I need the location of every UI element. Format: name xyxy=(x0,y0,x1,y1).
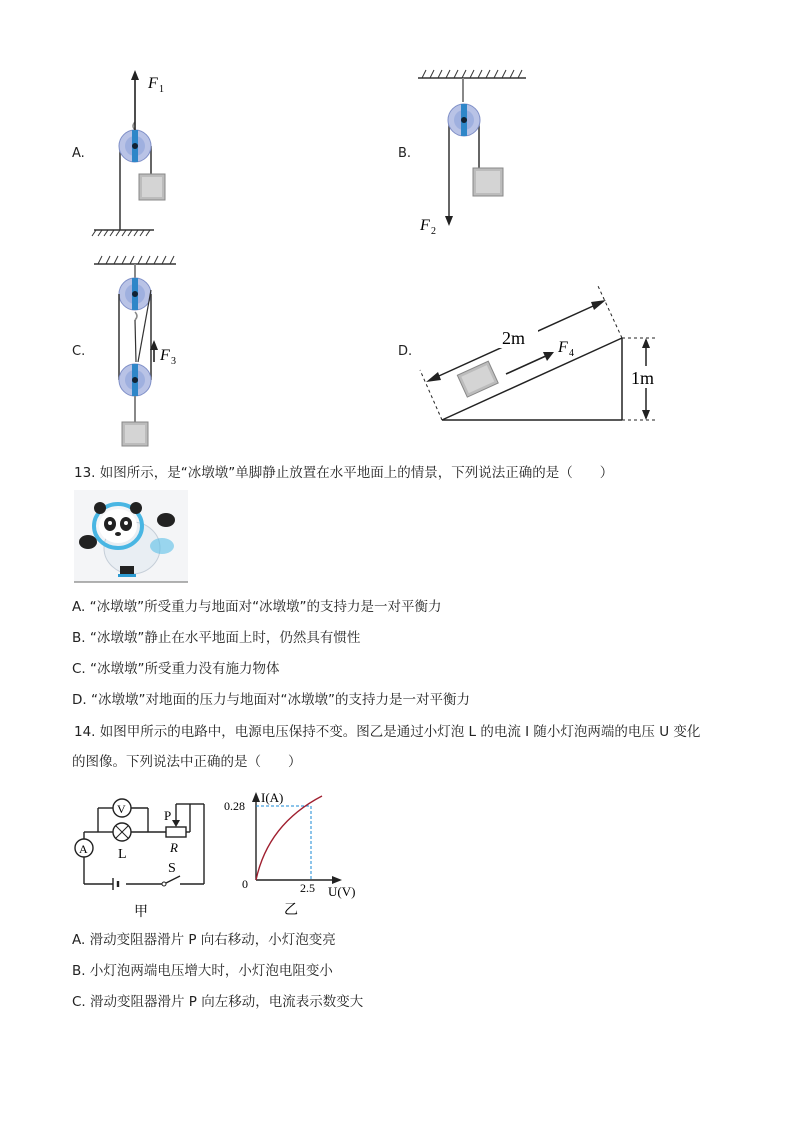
svg-text:2: 2 xyxy=(431,226,436,237)
circuit-diagram xyxy=(68,790,218,920)
q13-option-c: C. “冰墩墩”所受重力没有施力物体 xyxy=(72,661,280,677)
pulley-figure-b xyxy=(412,66,542,238)
q13-option-d: D. “冰墩墩”对地面的压力与地面对“冰墩墩”的支持力是一对平衡力 xyxy=(72,692,470,708)
rheostat-label: R xyxy=(170,840,178,855)
svg-text:3: 3 xyxy=(171,356,176,367)
lamp-label: L xyxy=(118,847,127,862)
option-a-label: A. xyxy=(72,146,85,161)
pulley-figure-c xyxy=(88,250,198,450)
switch-label: S xyxy=(168,861,176,876)
force-label-c: F xyxy=(160,347,170,364)
q14-stem-line1: 14. 如图甲所示的电路中，电源电压保持不变。图乙是通过小灯泡 L 的电流 I 随小灯泡两端的电压 U 变化 xyxy=(74,724,701,740)
bing-dwen-dwen-photo xyxy=(74,490,188,586)
q14-option-b: B. 小灯泡两端电压增大时，小灯泡电阻变小 xyxy=(72,963,333,979)
graph-origin: 0 xyxy=(242,877,248,891)
svg-text:1: 1 xyxy=(159,84,164,95)
q14-option-a: A. 滑动变阻器滑片 P 向右移动，小灯泡变亮 xyxy=(72,932,336,948)
slider-label: P xyxy=(164,808,172,823)
graph-caption: 乙 xyxy=(284,903,298,918)
graph-xlabel: U(V) xyxy=(328,884,356,899)
pulley-figure-a xyxy=(88,62,178,242)
q13-stem: 13. 如图所示，是“冰墩墩”单脚静止放置在水平地面上的情景，下列说法正确的是（ ） xyxy=(74,465,614,481)
graph-ylabel: I(A) xyxy=(261,790,284,805)
incline-figure-d xyxy=(414,278,674,428)
height-label: 1m xyxy=(631,368,655,388)
q14-option-c: C. 滑动变阻器滑片 P 向左移动，电流表示数变大 xyxy=(72,994,364,1010)
iu-graph xyxy=(224,784,368,920)
option-c-label: C. xyxy=(72,344,86,359)
graph-y-tick: 0.28 xyxy=(224,799,245,813)
q13-option-a: A. “冰墩墩”所受重力与地面对“冰墩墩”的支持力是一对平衡力 xyxy=(72,599,442,615)
length-label: 2m xyxy=(502,328,526,348)
q14-stem-line2: 的图像。下列说法中正确的是（ ） xyxy=(72,754,302,770)
svg-text:4: 4 xyxy=(569,348,574,359)
force-label-d: F xyxy=(558,339,568,356)
force-label-a: F xyxy=(148,75,158,92)
q13-option-b: B. “冰墩墩”静止在水平地面上时，仍然具有惯性 xyxy=(72,630,361,646)
voltmeter-label: V xyxy=(117,802,126,816)
force-label-b: F xyxy=(420,217,430,234)
graph-x-tick: 2.5 xyxy=(300,881,315,895)
circuit-caption: 甲 xyxy=(134,905,148,920)
ammeter-label: A xyxy=(79,842,88,856)
option-b-label: B. xyxy=(398,146,412,161)
option-d-label: D. xyxy=(398,344,413,359)
